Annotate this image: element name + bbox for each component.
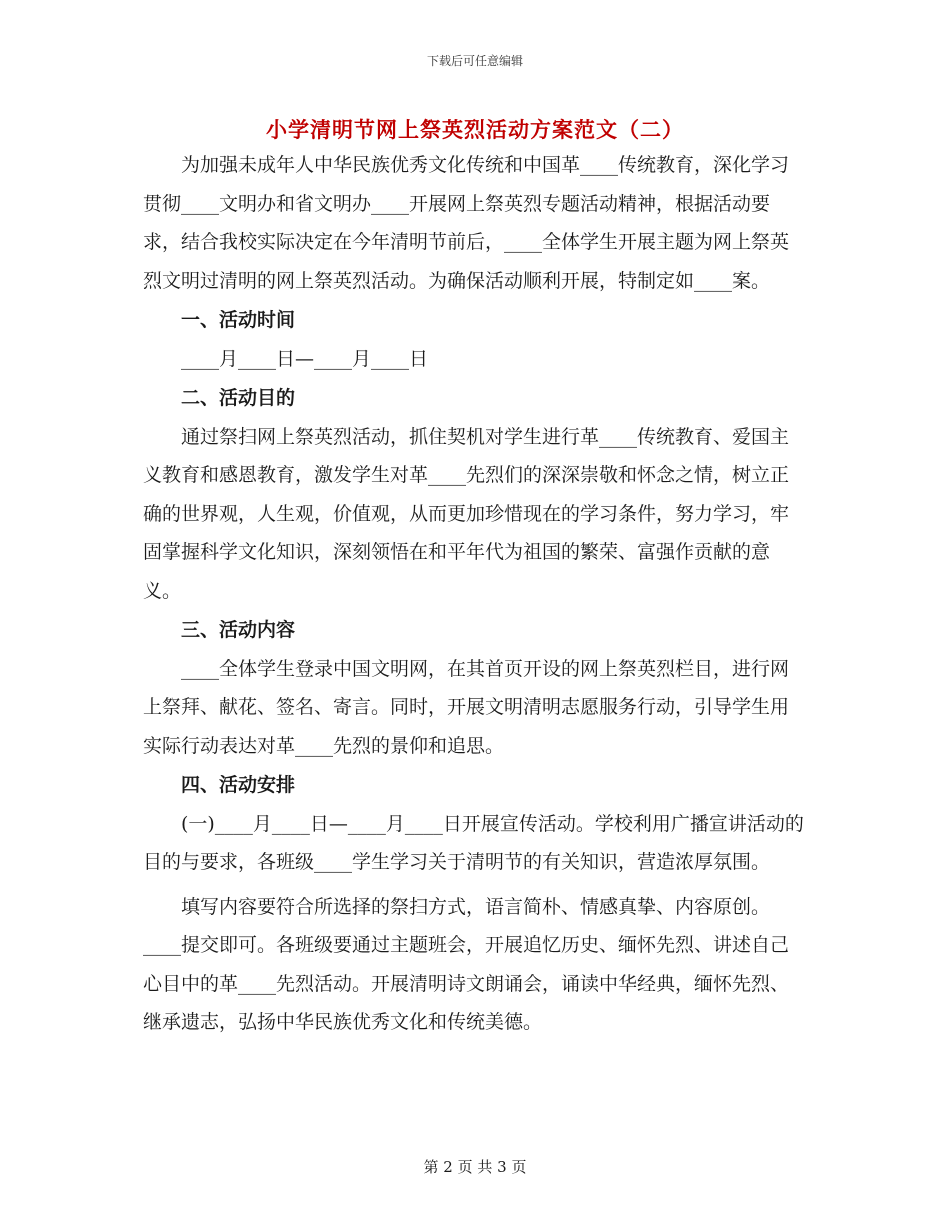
section-heading-purpose: 二、活动目的	[181, 387, 296, 409]
section-heading-arrangement: 四、活动安排	[181, 774, 296, 796]
document-body	[143, 146, 807, 1042]
page-header-note: 下载后可任意编辑	[426, 54, 523, 68]
section-time-paragraph: ____月____日—____月____日	[181, 347, 429, 370]
section-heading-time: 一、活动时间	[181, 309, 296, 331]
section-content-paragraph: ____全体学生登录中国文明网，在其首页开设的网上祭英烈栏目，进行网上祭拜、献花、签名、寄言。同时，开展文明清明志愿服务行动，引导学生用实际行动表达对革____先烈的景仰和追思。	[143, 657, 790, 757]
document-title: 小学清明节网上祭英烈活动方案范文（二）	[266, 117, 684, 142]
section-heading-content: 三、活动内容	[181, 619, 296, 641]
page-number: 第 2 页 共 3 页	[423, 1158, 527, 1176]
section-purpose-paragraph: 通过祭扫网上祭英烈活动，抓住契机对学生进行革____传统教育、爱国主义教育和感恩教育，激发学生对革____先烈们的深深崇敬和怀念之情，树立正确的世界观，人生观，价值观，从而更加珍惜现在的学习条件，努力学习，牢固掌握科学文化知识，深刻领悟在和平年代为祖国的繁荣、富强作贡献的意义。	[143, 425, 790, 602]
section-arrangement-paragraph-1: (一)____月____日—____月____日开展宣传活动。学校利用广播宣讲活动的目的与要求，各班级____学生学习关于清明节的有关知识，营造浓厚氛围。	[143, 812, 804, 873]
section-arrangement-paragraph-2: 填写内容要符合所选择的祭扫方式，语言简朴、情感真挚、内容原创。____提交即可。各班级要通过主题班会，开展追忆历史、缅怀先烈、讲述自己心目中的革____先烈活动。开展清明诗文朗诵会，诵读中华经典，缅怀先烈、继承遗志，弘扬中华民族优秀文化和传统美德。	[143, 895, 790, 1033]
intro-paragraph: 为加强未成年人中华民族优秀文化传统和中国革____传统教育，深化学习贯彻____文明办和省文明办____开展网上祭英烈专题活动精神，根据活动要求，结合我校实际决定在今年清明节前后，____全体学生开展主题为网上祭英烈文明过清明的网上祭英烈活动。为确保活动顺利开展，特制定如____案。	[143, 154, 790, 292]
